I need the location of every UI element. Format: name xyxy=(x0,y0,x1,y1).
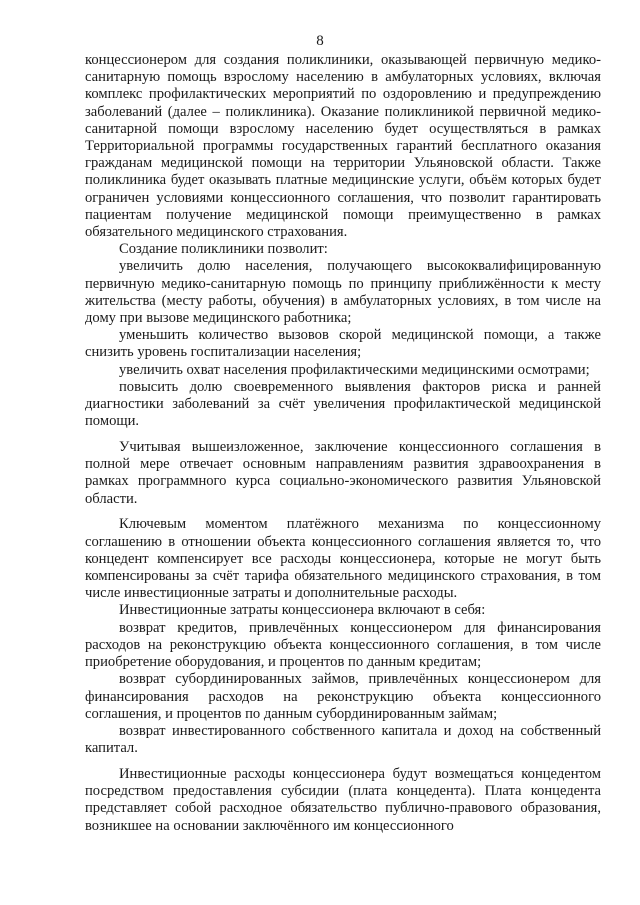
list-item-2: уменьшить количество вызовов скорой медицинской помощи, а также снизить уровень госпитализации населения; xyxy=(85,327,601,361)
paragraph-investment-costs: Инвестиционные затраты концессионера включают в себя: xyxy=(119,602,486,619)
list-item-5: возврат кредитов, привлечённых концессионером для финансирования расходов на реконструкцию объекта концессионного соглашения, в том числе приобретение оборудования, и процентов по данным кредитам; xyxy=(85,619,601,671)
list-item-4: повысить долю своевременного выявления факторов риска и ранней диагностики заболеваний за счёт увеличения профилактической медицинской помощи. xyxy=(85,378,601,430)
paragraph-2: Создание поликлиники позволит: xyxy=(119,241,328,258)
paragraph-1: концессионером для создания поликлиники, оказывающей первичную медико-санитарную помощь взрослому населению в амбулаторных условиях, включая комплекс профилактических мероприятий по оздоровлению и предупреждению заболеваний (далее – поликлиника). Оказание поликлиникой первичной медико-санитарной помощи взрослому населению будет осуществляться в рамках Территориальной программы государственных гарантий бесплатного оказания гражданам медицинской помощи на территории Ульяновской области. Также поликлиника будет оказывать платные медицинские услуги, объём которых будет ограничен условиями концессионного соглашения, что позволит гарантировать пациентам получение медицинской помощи преимущественно в рамках обязательного медицинского страхования. xyxy=(85,52,601,241)
list-item-6: возврат субординированных займов, привлечённых концессионером для финансирования расходов на реконструкцию объекта концессионного соглашения, и процентов по данным субординированным займам; xyxy=(85,671,601,722)
paragraph-payment-mechanism: Ключевым моментом платёжного механизма по концессионному соглашению в отношении объекта концессионного соглашения является то, что концедент компенсирует все расходы концессионера, которые не могут быть компенсированы за счёт тарифа обязательного медицинского страхования, в том числе инвестиционные затраты и дополнительные расходы. xyxy=(85,516,601,602)
page-number: 8 xyxy=(316,33,324,49)
paragraph-subsidy: Инвестиционные расходы концессионера будут возмещаться концедентом посредством предоставления субсидии (плата концедента). Плата концедента представляет собой расходное обязательство публично-правового образования, возникшее на основании заключённого им концессионного xyxy=(85,765,601,834)
list-item-1: увеличить долю населения, получающего высококвалифицированную первичную медико-санитарную помощь по принципу приближённости к месту жительства (месту работы, обучения) в амбулаторных условиях, в том числе на дому при вызове медицинского работника; xyxy=(85,258,601,327)
list-item-7: возврат инвестированного собственного капитала и доход на собственный капитал. xyxy=(85,722,601,757)
list-item-3: увеличить охват населения профилактическими медицинскими осмотрами; xyxy=(119,361,590,378)
paragraph-conclusion: Учитывая вышеизложенное, заключение концессионного соглашения в полной мере отвечает основным направлениям развития здравоохранения в рамках программного курса социально-экономического развития Ульяновской области. xyxy=(85,439,601,507)
document-body xyxy=(85,52,601,835)
